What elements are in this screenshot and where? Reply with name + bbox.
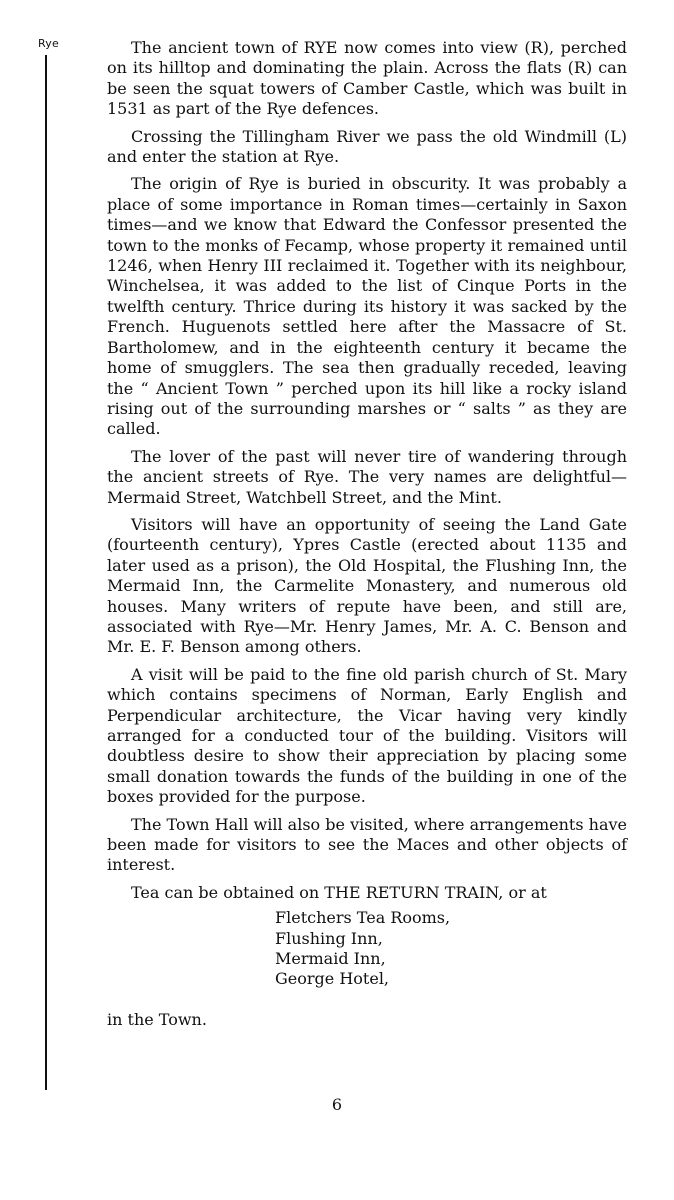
margin-rule xyxy=(45,55,47,1090)
venue-item: Mermaid Inn, xyxy=(275,949,386,969)
closing-line: in the Town. xyxy=(107,1009,207,1029)
venue-item: Fletchers Tea Rooms, xyxy=(275,908,451,928)
paragraph-church: A visit will be paid to the fine old parish church of St. Mary which contains specimens of Norman, Early English and Perpendicular architecture, the Vicar having very kindly arranged for a conducted tour of the building. Visitors will doubtless desire to show their appreciation by placing some small donation towards the funds of the building in one of the boxes provided for the purpose. xyxy=(107,664,627,807)
tea-line: Tea can be obtained on THE RETURN TRAIN, or at xyxy=(131,882,547,902)
venue-item: George Hotel, xyxy=(275,969,390,989)
paragraph-town-hall: The Town Hall will also be visited, where arrangements have been made for visitors to see the Maces and other objects of interest. xyxy=(107,814,627,875)
body-text xyxy=(107,38,627,1030)
paragraph-streets: The lover of the past will never tire of wandering through the ancient streets of Rye. The very names are delightful—Mermaid Street, Watchbell Street, and the Mint. xyxy=(107,446,627,507)
running-head: Rye xyxy=(38,37,59,50)
paragraph-history: The origin of Rye is buried in obscurity. It was probably a place of some importance in Roman times—certainly in Saxon times—and we know that Edward the Confessor presented the town to the monks of Fecamp, whose property it remained until 1246, when Henry III reclaimed it. Together with its neighbour, Winchelsea, it was added to the list of Cinque Ports in the twelfth century. Thrice during its history it was sacked by the French. Huguenots settled here after the Massacre of St. Bartholomew, and in the eighteenth century it became the home of smugglers. The sea then gradually receded, leaving the “ Ancient Town ” perched upon its hill like a rocky island rising out of the surrounding marshes or “ salts ” as they are called. xyxy=(107,174,627,439)
paragraph-windmill: Crossing the Tillingham River we pass the old Windmill (L) and enter the station at Rye. xyxy=(107,126,627,167)
paragraph-rye-view: The ancient town of RYE now comes into view (R), perched on its hilltop and dominating the plain. Across the flats (R) can be seen the squat towers of Camber Castle, which was built in 1531 as part of the Rye defences. xyxy=(107,38,627,119)
paragraph-sights: Visitors will have an opportunity of seeing the Land Gate (fourteenth century), Ypres Castle (erected about 1135 and later used as a prison), the Old Hospital, the Flushing Inn, the Mermaid Inn, the Carmelite Monastery, and numerous old houses. Many writers of repute have been, and still are, associated with Rye—Mr. Henry James, Mr. A. C. Benson and Mr. E. F. Benson among others. xyxy=(107,514,627,657)
page-number: 6 xyxy=(331,1095,343,1114)
venue-list xyxy=(275,908,627,990)
venue-item: Flushing Inn, xyxy=(275,928,383,948)
